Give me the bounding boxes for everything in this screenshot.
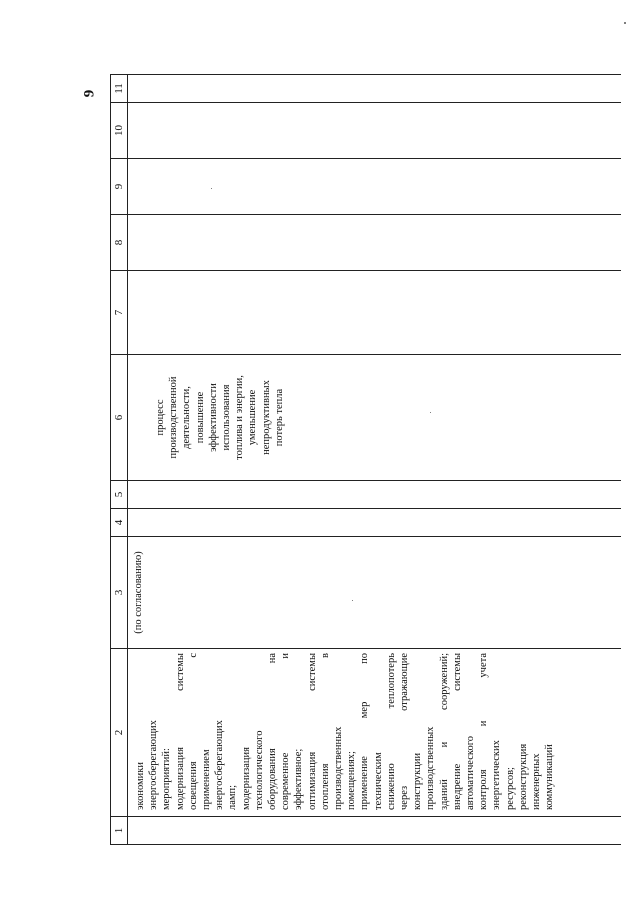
rotated-table-container [110, 75, 595, 845]
measure-line: реконструкция [517, 743, 529, 810]
measure-line: внедрение системы [451, 653, 463, 810]
measure-line: производственных [425, 726, 437, 810]
measure-line: энергетических [491, 740, 503, 810]
column-header: 1 [111, 817, 128, 845]
column-header: 6 [111, 355, 128, 481]
result-line: эффективности [207, 383, 219, 452]
measure-line: производственных [333, 726, 345, 810]
measure-line: инженерных [531, 753, 543, 810]
measure-line: энергосберегающих [148, 720, 160, 810]
cell-col11 [128, 75, 622, 103]
column-header: 10 [111, 103, 128, 159]
executor-note: (по согласованию) [133, 551, 144, 634]
result-line: уменьшение [247, 389, 259, 446]
result-line: потерь тепла [273, 388, 285, 447]
measure-line: модернизация [240, 747, 252, 810]
measure-line: освещения с [187, 653, 199, 810]
page-number: 9 [81, 89, 98, 98]
column-header: 4 [111, 509, 128, 537]
measure-line: применение мер по [359, 653, 371, 810]
measure-line: ламп; [227, 784, 239, 810]
cell-measures-list [128, 649, 622, 817]
result-line: топлива и энергии, [234, 375, 246, 460]
cell-col9 [128, 159, 622, 215]
column-header: 11 [111, 75, 128, 103]
table-row [128, 75, 622, 845]
cell-col1 [128, 817, 622, 845]
cell-col8 [128, 215, 622, 271]
measure-line: коммуникаций [544, 744, 556, 810]
result-line: непродуктивных [260, 380, 272, 455]
cell-expected-result [128, 355, 622, 481]
measure-line: энергосберегающих [214, 720, 226, 810]
measure-line: отопления в [319, 653, 331, 810]
scan-speck [352, 600, 353, 601]
cell-col7 [128, 271, 622, 355]
measure-line: оптимизация системы [306, 653, 318, 810]
cell-col4 [128, 509, 622, 537]
result-line: процесс [155, 399, 166, 436]
measure-line: контроля и учета [478, 653, 490, 810]
measure-line: современное и [280, 653, 292, 810]
measure-line: ресурсов; [504, 767, 516, 810]
result-line: использования [221, 384, 233, 451]
result-line: повышение [194, 391, 206, 444]
scan-speck [624, 22, 626, 24]
measure-line: экономики [135, 762, 146, 810]
column-header: 9 [111, 159, 128, 215]
measure-line: зданий и сооружений; [438, 653, 450, 810]
cell-executor [128, 537, 622, 649]
measure-line: через отражающие [399, 653, 411, 810]
measures-table [110, 74, 621, 845]
measure-line: модернизация системы [174, 653, 186, 810]
cell-col5 [128, 481, 622, 509]
measure-line: снижению теплопотерь [385, 653, 397, 810]
measure-line: конструкции [412, 752, 424, 810]
measure-line: техническим [372, 752, 384, 810]
measure-line: применением [201, 749, 213, 810]
result-line: производственной [168, 376, 180, 459]
column-header: 8 [111, 215, 128, 271]
column-header: 5 [111, 481, 128, 509]
measure-line: эффективное; [293, 748, 305, 810]
scan-speck [430, 412, 431, 413]
column-header: 2 [111, 649, 128, 817]
measure-line: технологического [253, 730, 265, 810]
cell-col10 [128, 103, 622, 159]
result-line: деятельности, [181, 386, 193, 449]
column-header: 3 [111, 537, 128, 649]
column-header: 7 [111, 271, 128, 355]
measure-line: мероприятий: [161, 748, 173, 810]
column-number-row [111, 75, 128, 845]
measure-line: оборудования на [267, 653, 279, 810]
scan-speck [211, 188, 212, 189]
measure-line: помещениях; [346, 751, 358, 810]
measure-line: автоматического [465, 735, 477, 810]
